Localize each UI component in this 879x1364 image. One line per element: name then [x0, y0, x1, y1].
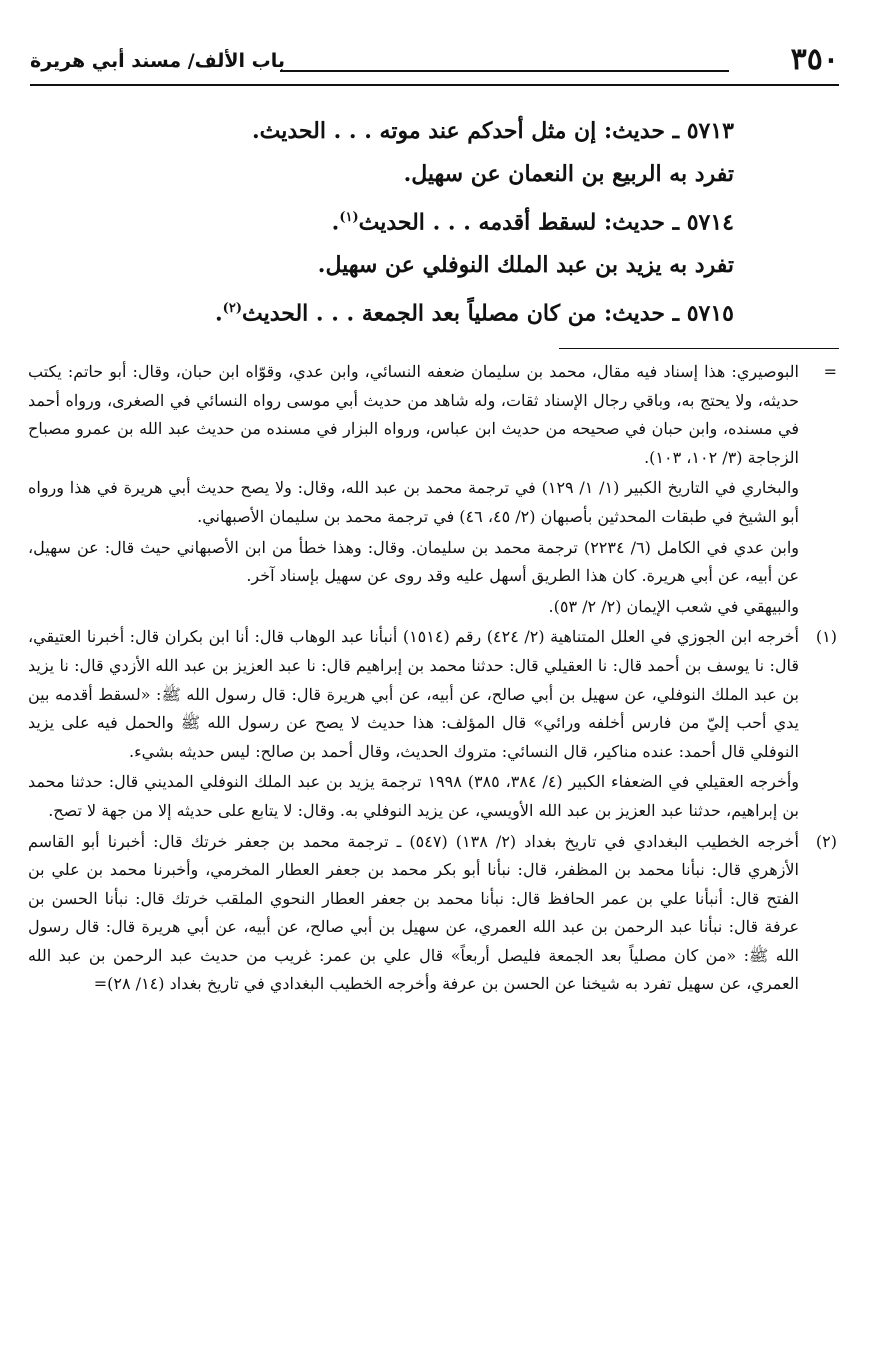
hadith-text: من كان مصلياً بعد الجمعة . . . الحديث: [241, 300, 604, 327]
footnote-paragraph: والبخاري في التاريخ الكبير (١/ ١/ ١٢٩) في ترجمة محمد بن عبد الله، وقال: ولا يصح حديث أبي هريرة في هذا ورواه أبو الشيخ في طبقات المحدثين بأصبهان (٢/ ٤٥، ٤٦) في ترجمة محمد بن سليمان الأصبهاني.: [28, 478, 799, 526]
hadith-number: ٥٧١٤: [686, 209, 734, 236]
footnote-paragraph: البوصيري: هذا إسناد فيه مقال، محمد بن سليمان ضعفه النسائي، وابن عدي، وقوّاه ابن حبان، وقال: أبو حاتم: يكتب حديثه، ولا يحتج به، وباقي رجال الإسناد ثقات، وله شاهد من حديث أبي موسى رواه النسائي في الصغرى، ورواه أحمد في مسنده، وابن حبان في صحيحه من حديث ابن عباس، ورواه البزار في مسنده من حديث عبد الله بن عمرو مصباح الزجاجة (٣/ ١٠٢، ١٠٣).: [28, 362, 800, 467]
hadith-entry: [120, 196, 734, 244]
footnote-mark: (٢): [815, 831, 837, 851]
header-dash-line: [280, 70, 729, 72]
footnotes: [28, 358, 839, 1001]
footnote-2: [28, 828, 839, 1000]
footnote-separator: [559, 348, 839, 349]
page-number: ٣٥٠: [790, 42, 839, 77]
hadith-number: ٥٧١٣: [686, 118, 734, 144]
footnote-paragraph: وابن عدي في الكامل (٦/ ٢٢٣٤) ترجمة محمد بن سليمان. وقال: وهذا خطأ من ابن الأصبهاني حيث قال: عن سهيل، عن أبيه، عن أبي هريرة. كان هذا الطريق أسهل عليه وقد روى عن سهيل بإسناد آخر.: [28, 537, 800, 586]
page-header: [30, 42, 839, 80]
header-rule: [30, 84, 839, 86]
hadith-text: إن مثل أحدكم عند موته . . . الحديث.: [251, 118, 604, 144]
hadith-note: تفرد به يزيد بن عبد الملك النوفلي عن سهيل.: [317, 252, 734, 279]
footnote-1: [28, 623, 839, 825]
footnote-paragraph: والبيهقي في شعب الإيمان (٢/ ٢/ ٥٣).: [548, 596, 799, 616]
footnote-ref[interactable]: (٢): [222, 301, 242, 317]
hadith-label: ـ حديث:: [603, 209, 680, 236]
hadith-text: لسقط أقدمه . . . الحديث: [358, 209, 604, 236]
main-text: [120, 110, 734, 336]
footnote-mark: =: [823, 362, 837, 381]
footnote-paragraph: وأخرجه العقيلي في الضعفاء الكبير (٤/ ٣٨٤، ٣٨٥) ١٩٩٨ ترجمة يزيد بن عبد الملك النوفلي المديني قال: حدثنا محمد بن إبراهيم، حدثنا عبد العزيز بن عبد الله الأويسي، عن يزيد النوفلي به. وقال: لا يتابع على حديثه إلا من جهة لا تصح.: [28, 772, 800, 820]
footnote-paragraph: أخرجه الخطيب البغدادي في تاريخ بغداد (٢/ ١٣٨) (٥٤٧) ـ ترجمة محمد بن جعفر خرتك قال: أخبرنا أبو القاسم الأزهري قال: نبأنا محمد بن المظفر، قال: نبأنا أبو بكر محمد بن جعفر العطار المخرمي، وأخبرنا محمد بن علي بن الفتح قال: أنبأنا علي بن عمر الحافظ قال: نبأنا محمد بن جعفر العطار النحوي الملقب خرتك قال: نبأنا الحسن بن عرفة قال: نبأنا عبد الرحمن بن عبد الله العمري، عن سهيل بن أبي صالح، عن أبيه، عن أبي هريرة قال: قال رسول الله ﷺ: «من كان مصلياً بعد الجمعة فليصل أربعاً» قال علي بن عمر: غريب من حديث عبد الرحمن بن عبد الله العمري، عن سهيل تفرد به شيخنا عن الحسن بن عرفة وأخرجه الخطيب البغدادي في تاريخ بغداد (١٤/ ٢٨)=: [28, 831, 800, 994]
running-title: باب الألف/ مسند أبي هريرة: [30, 50, 286, 72]
footnote-paragraph: أخرجه ابن الجوزي في العلل المتناهية (٢/ ٤٢٤) رقم (١٥١٤) أنبأنا عبد الوهاب قال: أنا ابن بكران قال: أخبرنا العتيقي، قال: نا يوسف بن أحمد قال: نا العقيلي قال: حدثنا محمد بن إبراهيم قال: نا عبد العزيز بن عبد الله الأزدي قال: نا يزيد بن عبد الملك النوفلي، عن سهيل بن أبي صالح، عن أبيه، عن أبي هريرة قال: قال رسول الله ﷺ: «لسقط أقدمه بين يدي أحب إليّ من فارس أخلفه ورائي» قال المؤلف: هذا حديث لا يصح عن رسول الله ﷺ والحمل فيه على يزيد النوفلي قال أحمد: عنده مناكير، قال النسائي: متروك الحديث، وقال أحمد بن صالح: ليس حديثه بشيء.: [28, 627, 799, 761]
hadith-end: .: [215, 300, 223, 327]
footnote-mark: (١): [815, 627, 837, 647]
hadith-label: ـ حديث:: [603, 118, 680, 144]
hadith-entry: [120, 287, 734, 335]
hadith-number: ٥٧١٥: [686, 300, 734, 327]
hadith-entry: [120, 110, 734, 153]
footnote-ref[interactable]: (١): [339, 210, 359, 225]
footnote-continued: [28, 358, 839, 621]
hadith-end: .: [331, 209, 340, 236]
hadith-note: تفرد به الربيع بن النعمان عن سهيل.: [403, 161, 734, 187]
hadith-label: ـ حديث:: [603, 300, 680, 327]
